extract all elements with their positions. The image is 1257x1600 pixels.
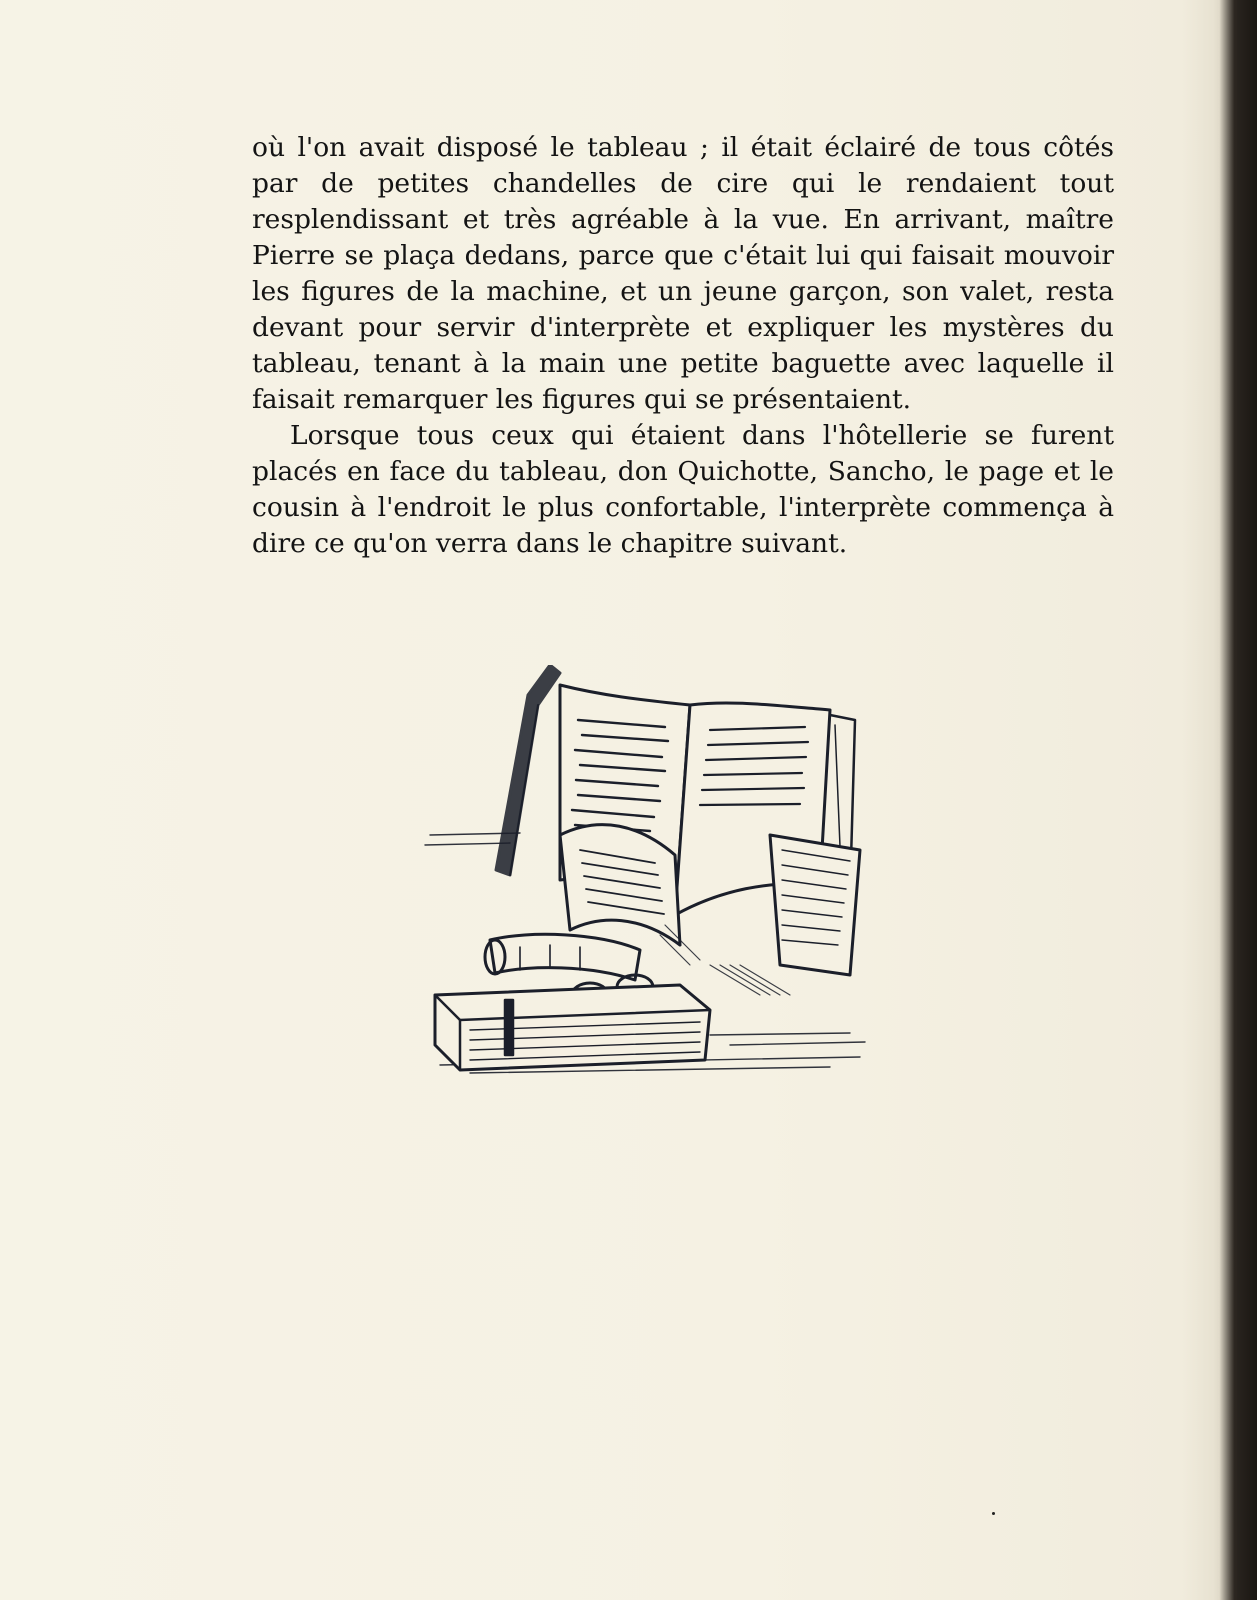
stack-of-books-icon [410,665,885,1105]
paragraph-2: Lorsque tous ceux qui étaient dans l'hôtellerie se furent placés en face du tableau, don Quichotte, Sancho, le page et le cousin à l'endroit le plus confortable, l'interprète commença à dire ce qu'on verra dans le chapitre suivant. [252,420,1114,559]
body-text [252,130,1114,562]
page-gutter-shadow [1213,0,1237,1600]
paragraph-1: où l'on avait disposé le tableau ; il était éclairé de tous côtés par de petites chandelles de cire qui le rendaient tout resplendissant et très agréable à la vue. En arrivant, maître Pierre se plaça dedans, parce que c'était lui qui faisait mouvoir les figures de la machine, et un jeune garçon, son valet, resta devant pour servir d'interprète et expliquer les mystères du tableau, tenant à la main une petite baguette avec laquelle il faisait remarquer les figures qui se présentaient. [252,132,1114,415]
paper-speck [992,1512,995,1515]
